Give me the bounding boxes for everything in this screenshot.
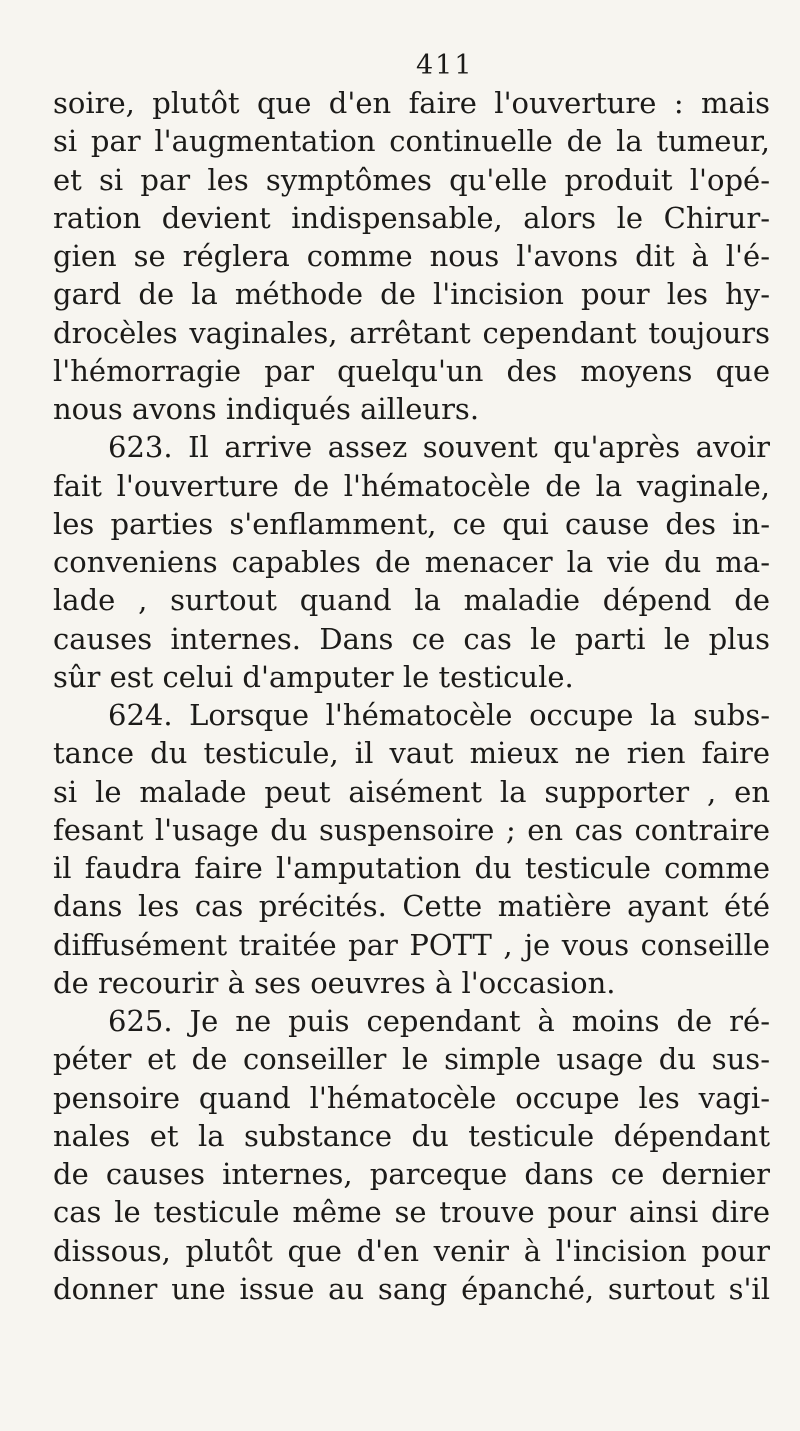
text-line: ration devient indispensable, alors le Chirur-: [53, 200, 770, 235]
text-line: 624. Lorsque l'hématocèle occupe la subs-: [108, 698, 770, 732]
text-line: pensoire quand l'hématocèle occupe les vagi-: [53, 1080, 770, 1115]
text-line: causes internes. Dans ce cas le parti le plus: [53, 621, 770, 656]
text-line: et si par les symptômes qu'elle produit l'opé-: [53, 162, 770, 197]
text-line: donner une issue au sang épanché, surtout s'il: [53, 1271, 770, 1306]
text-line: cas le testicule même se trouve pour ainsi dire: [53, 1195, 770, 1230]
text-line: l'hémorragie par quelqu'un des moyens que: [53, 353, 770, 388]
text-line: fait l'ouverture de l'hématocèle de la vaginale,: [53, 468, 770, 503]
text-line: diffusément traitée par POTT , je vous conseille: [53, 927, 770, 962]
text-line: gard de la méthode de l'incision pour les hy-: [53, 277, 770, 312]
text-line: conveniens capables de menacer la vie du ma-: [53, 545, 770, 579]
text-line: si par l'augmentation continuelle de la tumeur,: [53, 124, 770, 159]
body-text: [53, 84, 770, 1308]
text-line: péter et de conseiller le simple usage du sus-: [53, 1042, 770, 1077]
text-line: de recourir à ses oeuvres à l'occasion.: [53, 965, 616, 1000]
text-line: nales et la substance du testicule dépendant: [53, 1118, 770, 1153]
text-line: gien se réglera comme nous l'avons dit à l'é-: [53, 239, 770, 273]
text-line: 625. Je ne puis cependant à moins de ré-: [108, 1004, 770, 1038]
text-line: tance du testicule, il vaut mieux ne rien faire: [53, 736, 770, 771]
text-line: dans les cas précités. Cette matière ayant été: [53, 889, 770, 924]
text-line: sûr est celui d'amputer le testicule.: [53, 659, 574, 694]
page-number: 411: [416, 50, 474, 81]
text-line: nous avons indiqués ailleurs.: [53, 392, 480, 426]
text-line: soire, plutôt que d'en faire l'ouverture : mais: [53, 86, 770, 120]
text-line: fesant l'usage du suspensoire ; en cas contraire: [53, 812, 770, 847]
text-line: les parties s'enflamment, ce qui cause des in-: [53, 506, 770, 541]
text-line: 623. Il arrive assez souvent qu'après avoir: [108, 430, 770, 465]
text-line: dissous, plutôt que d'en venir à l'incision pour: [53, 1233, 770, 1268]
text-line: il faudra faire l'amputation du testicule comme: [53, 851, 770, 885]
text-line: drocèles vaginales, arrêtant cependant toujours: [53, 315, 770, 350]
text-line: de causes internes, parceque dans ce dernier: [53, 1157, 770, 1191]
text-line: si le malade peut aisément la supporter , en: [53, 774, 770, 809]
text-line: lade , surtout quand la maladie dépend de: [53, 583, 770, 618]
